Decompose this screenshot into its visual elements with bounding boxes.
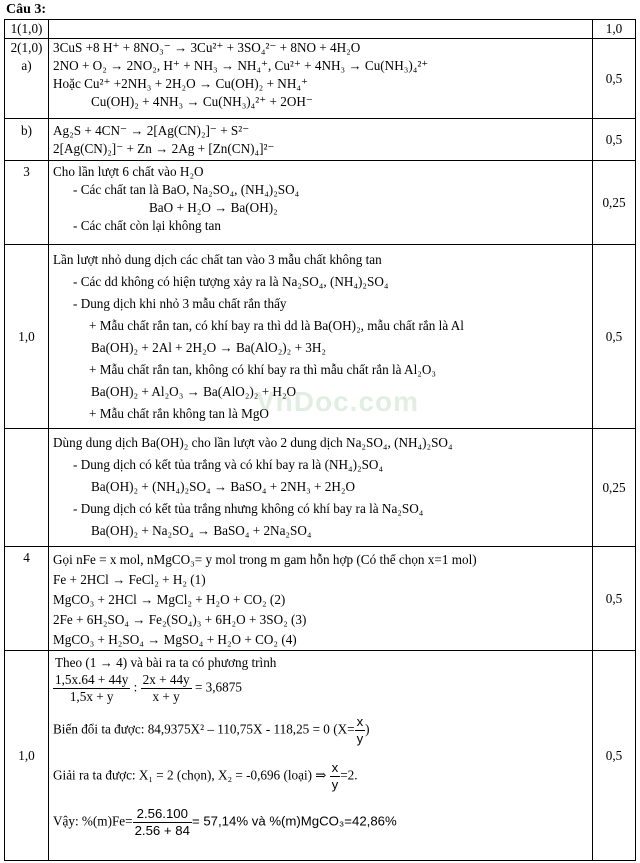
equation-line: Cu(OH)₂ + 4NH₃ → Cu(NH₃)₄²⁺ + 2OH⁻ [91, 94, 313, 109]
text-line: - Các dd không có hiện tượng xảy ra là Na₂SO₄, (NH₄)₂SO₄ [73, 274, 389, 289]
score-cell: 0,5 [593, 119, 636, 161]
table-row [5, 651, 636, 861]
answer-cell [49, 547, 593, 651]
text-line: - Dung dịch có kết tủa trắng và có khí bay ra là (NH₄)₂SO₄ [73, 457, 384, 472]
equation-line: MgCO₃ + H₂SO₄ → MgSO₄ + H₂O + CO₂ (4) [53, 632, 297, 647]
question-number: 4 [5, 547, 49, 651]
equation-line: MgCO₃ + 2HCl → MgCl₂ + H₂O + CO₂ (2) [53, 592, 286, 607]
equation-line: $\frac{1,5x.64 + 44y}{1,5x + y}$ : $\frac{2x + 44y}{x + y}$ = 3,6875 [55, 672, 242, 704]
table-row [5, 547, 636, 651]
equation-line: 3CuS +8 H⁺ + 8NO₃⁻ → 3Cu²⁺ + 3SO₄²⁻ + 8NO + 4H₂O [53, 40, 361, 55]
equation-line: Ag₂S + 4CN⁻ → 2[Ag(CN)₂]⁻ + S²⁻ [53, 123, 250, 138]
text-line: - Các chất còn lại không tan [73, 218, 221, 233]
answer-cell [49, 429, 593, 547]
text-line: Dùng dung dịch Ba(OH)₂ cho lần lượt vào 2 dung dịch Na₂SO₄, (NH₄)₂SO₄ [53, 435, 453, 450]
equation-line: 2NO + O₂ → 2NO₂, H⁺ + NH₃ → NH₄⁺, Cu²⁺ + 4NH₃ → Cu(NH₃)₄²⁺ [53, 58, 429, 73]
equation-line: Ba(OH)₂ + Al₂O₃ → Ba(AlO₂)₂ + H₂O [91, 384, 297, 399]
equation-line: Vậy: %(m)Fe= $\frac{2.56.100}{2.56 + 84}$ = 57,14% và %(m)MgCO₃=42,86% [53, 806, 397, 838]
equation-line: 2Fe + 6H₂SO₄ → Fe₂(SO₄)₃ + 6H₂O + 3SO₂ (3) [53, 612, 307, 627]
fraction: $\frac{2x + 44y}{x + y}$ [142, 672, 190, 704]
text-line: Cho lần lượt 6 chất vào H₂O [53, 164, 204, 179]
text-line: Theo (1 → 4) và bài ra ta có phương trình [55, 655, 277, 670]
equation-line: Hoặc Cu²⁺ +2NH₃ + 2H₂O → Cu(OH)₂ + NH₄⁺ [53, 76, 308, 91]
fraction: $\frac{x}{y}$ [331, 760, 339, 792]
answer-cell [49, 39, 593, 119]
score-cell: 0,5 [593, 245, 636, 429]
table-row [5, 20, 636, 39]
answer-cell [49, 20, 593, 39]
equation-line: Ba(OH)₂ + Na₂SO₄ → BaSO₄ + 2Na₂SO₄ [91, 523, 312, 538]
question-number: 3 [5, 161, 49, 245]
text-line: - Các chất tan là BaO, Na₂SO₄, (NH₄)₂SO₄ [73, 182, 300, 197]
question-number: 1,0 [5, 651, 49, 861]
fraction: $\frac{2.56.100}{2.56 + 84}$ [134, 806, 190, 838]
text-line: - Dung dịch có kết tủa trắng nhưng không có khí bay ra là Na₂SO₄ [73, 501, 424, 516]
answer-cell [49, 651, 593, 861]
score-cell: 1,0 [593, 20, 636, 39]
fraction: $\frac{x}{y}$ [356, 714, 364, 746]
score-cell: 0,5 [593, 651, 636, 861]
answer-cell [49, 119, 593, 161]
question-number: 2(1,0) a) [5, 39, 49, 119]
table-row [5, 39, 636, 119]
equation-line: Ba(OH)₂ + 2Al + 2H₂O → Ba(AlO₂)₂ + 3H₂ [91, 340, 327, 355]
equation-line: Fe + 2HCl → FeCl₂ + H₂ (1) [53, 572, 206, 587]
table-row [5, 119, 636, 161]
text-line: + Mẫu chất rắn tan, có khí bay ra thì dd là Ba(OH)₂, mẫu chất rắn là Al [89, 318, 464, 333]
table-row [5, 429, 636, 547]
fraction: $\frac{1,5x.64 + 44y}{1,5x + y}$ [55, 672, 129, 704]
equation-line: Ba(OH)₂ + (NH₄)₂SO₄ → BaSO₄ + 2NH₃ + 2H₂O [91, 479, 356, 494]
question-number: 1,0 [5, 245, 49, 429]
equation-line: 2[Ag(CN)₂]⁻ + Zn → 2Ag + [Zn(CN)₄]²⁻ [53, 141, 275, 156]
text-line: - Dung dịch khi nhỏ 3 mẫu chất rắn thấy [73, 296, 287, 311]
question-heading: Câu 3: [6, 2, 47, 17]
question-number: b) [5, 119, 49, 161]
equation-line: Biến đổi ta được: 84,9375X² – 110,75X - 118,25 = 0 (X= $\frac{x}{y}$ ) [53, 714, 370, 746]
text-line: + Mẫu chất rắn không tan là MgO [89, 406, 269, 421]
score-cell: 0,5 [593, 547, 636, 651]
text-line: Gọi nFe = x mol, nMgCO₃= y mol trong m gam hỗn hợp (Có thể chọn x=1 mol) [53, 552, 477, 567]
equation-line: Giải ra ta được: X₁ = 2 (chọn), X₂ = -0,696 (loại) ⇒ $\frac{x}{y}$ =2. [53, 760, 358, 792]
question-number: 1(1,0) [5, 20, 49, 39]
question-number [5, 429, 49, 547]
answer-table [4, 19, 636, 861]
answer-cell [49, 161, 593, 245]
watermark-logo: VnDoc.com [256, 386, 420, 417]
equation-line: BaO + H₂O → Ba(OH)₂ [149, 200, 278, 215]
score-cell: 0,5 [593, 39, 636, 119]
score-cell: 0,25 [593, 161, 636, 245]
text-line: + Mẫu chất rắn tan, không có khí bay ra thì mẫu chất rắn là Al₂O₃ [89, 362, 436, 377]
score-cell: 0,25 [593, 429, 636, 547]
table-row [5, 161, 636, 245]
text-line: Lần lượt nhỏ dung dịch các chất tan vào 3 mẫu chất không tan [53, 252, 382, 267]
